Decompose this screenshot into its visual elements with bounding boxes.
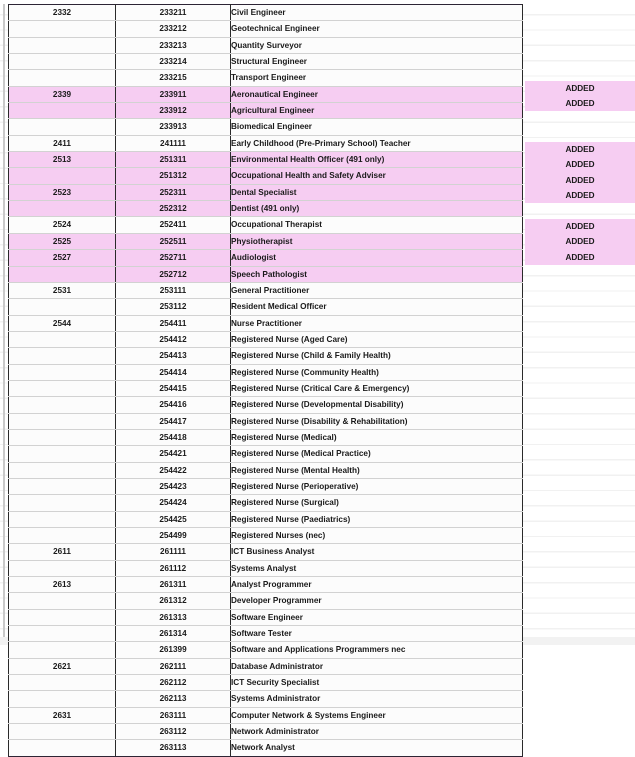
table-row (9, 282, 523, 298)
cell-occupation-code: 261312 (116, 593, 231, 609)
cell-occupation-name: Registered Nurse (Surgical) (231, 495, 523, 511)
table-row (9, 348, 523, 364)
cell-unit-group (9, 21, 116, 37)
status-empty (525, 618, 635, 633)
table-row (9, 675, 523, 691)
status-empty (525, 357, 635, 372)
status-badge-added: ADDED (525, 81, 635, 96)
cell-occupation-code: 233212 (116, 21, 231, 37)
table-row (9, 429, 523, 445)
cell-occupation-code: 254424 (116, 495, 231, 511)
cell-occupation-name: ICT Business Analyst (231, 544, 523, 560)
cell-occupation-name: Software and Applications Programmers nec (231, 642, 523, 658)
table-row (9, 380, 523, 396)
cell-occupation-name: Registered Nurse (Medical) (231, 429, 523, 445)
cell-unit-group (9, 446, 116, 462)
status-empty (525, 296, 635, 311)
cell-unit-group (9, 511, 116, 527)
status-empty (525, 65, 635, 80)
cell-occupation-name: Nurse Practitioner (231, 315, 523, 331)
cell-occupation-name: Registered Nurse (Community Health) (231, 364, 523, 380)
table-row (9, 37, 523, 53)
cell-occupation-name: Physiotherapist (231, 233, 523, 249)
cell-occupation-code: 241111 (116, 135, 231, 151)
cell-occupation-code: 251311 (116, 152, 231, 168)
status-empty (525, 541, 635, 556)
cell-occupation-name: Registered Nurse (Child & Family Health) (231, 348, 523, 364)
cell-occupation-name: Registered Nurse (Perioperative) (231, 478, 523, 494)
cell-occupation-code: 252311 (116, 184, 231, 200)
cell-unit-group (9, 364, 116, 380)
status-empty (525, 664, 635, 679)
status-empty (525, 434, 635, 449)
occupation-table-container (8, 4, 522, 757)
status-empty (525, 526, 635, 541)
status-badge-added: ADDED (525, 250, 635, 265)
table-row (9, 724, 523, 740)
cell-occupation-code: 261399 (116, 642, 231, 658)
cell-occupation-code: 261112 (116, 560, 231, 576)
cell-occupation-name: Aeronautical Engineer (231, 86, 523, 102)
cell-occupation-name: Registered Nurse (Mental Health) (231, 462, 523, 478)
cell-occupation-name: Analyst Programmer (231, 577, 523, 593)
cell-occupation-name: General Practitioner (231, 282, 523, 298)
cell-occupation-code: 262113 (116, 691, 231, 707)
cell-unit-group (9, 462, 116, 478)
cell-unit-group (9, 54, 116, 70)
cell-unit-group (9, 397, 116, 413)
cell-unit-group (9, 691, 116, 707)
cell-occupation-code: 254418 (116, 429, 231, 445)
cell-occupation-name: Network Administrator (231, 724, 523, 740)
status-empty (525, 265, 635, 280)
status-empty (525, 602, 635, 617)
status-badge-added: ADDED (525, 96, 635, 111)
cell-unit-group (9, 528, 116, 544)
table-row (9, 446, 523, 462)
cell-unit-group (9, 168, 116, 184)
cell-unit-group: 2523 (9, 184, 116, 200)
cell-occupation-code: 254414 (116, 364, 231, 380)
cell-occupation-name: Registered Nurse (Developmental Disability) (231, 397, 523, 413)
status-empty (525, 326, 635, 341)
table-row (9, 609, 523, 625)
status-badge-added: ADDED (525, 157, 635, 172)
cell-occupation-code: 233215 (116, 70, 231, 86)
table-row (9, 21, 523, 37)
cell-occupation-code: 233912 (116, 103, 231, 119)
cell-unit-group (9, 103, 116, 119)
status-empty (525, 127, 635, 142)
occupation-table (8, 4, 523, 757)
status-empty (525, 694, 635, 709)
status-empty (525, 418, 635, 433)
status-empty (525, 403, 635, 418)
cell-occupation-name: ICT Security Specialist (231, 675, 523, 691)
table-row (9, 364, 523, 380)
cell-unit-group (9, 201, 116, 217)
cell-occupation-name: Speech Pathologist (231, 266, 523, 282)
cell-unit-group (9, 593, 116, 609)
status-empty (525, 572, 635, 587)
cell-unit-group (9, 348, 116, 364)
cell-occupation-code: 254425 (116, 511, 231, 527)
table-row (9, 266, 523, 282)
cell-unit-group: 2611 (9, 544, 116, 560)
table-row (9, 658, 523, 674)
status-empty (525, 203, 635, 218)
cell-occupation-code: 233911 (116, 86, 231, 102)
status-badge-added: ADDED (525, 173, 635, 188)
cell-occupation-code: 254417 (116, 413, 231, 429)
status-empty (525, 679, 635, 694)
cell-occupation-name: Registered Nurse (Medical Practice) (231, 446, 523, 462)
table-row (9, 5, 523, 21)
cell-unit-group (9, 413, 116, 429)
cell-occupation-name: Occupational Therapist (231, 217, 523, 233)
status-empty (525, 510, 635, 525)
cell-unit-group (9, 478, 116, 494)
cell-occupation-code: 254416 (116, 397, 231, 413)
status-empty (525, 280, 635, 295)
cell-unit-group (9, 331, 116, 347)
table-row (9, 119, 523, 135)
cell-unit-group (9, 675, 116, 691)
status-empty (525, 35, 635, 50)
cell-unit-group (9, 740, 116, 756)
cell-occupation-name: Dental Specialist (231, 184, 523, 200)
cell-occupation-name: Registered Nurses (nec) (231, 528, 523, 544)
cell-occupation-code: 252711 (116, 250, 231, 266)
cell-unit-group (9, 609, 116, 625)
status-empty (525, 4, 635, 19)
table-row (9, 331, 523, 347)
cell-unit-group: 2527 (9, 250, 116, 266)
cell-occupation-code: 263113 (116, 740, 231, 756)
table-row (9, 740, 523, 756)
cell-occupation-name: Software Tester (231, 626, 523, 642)
table-row (9, 397, 523, 413)
cell-unit-group: 2631 (9, 707, 116, 723)
cell-occupation-name: Software Engineer (231, 609, 523, 625)
status-empty (525, 464, 635, 479)
cell-occupation-name: Structural Engineer (231, 54, 523, 70)
cell-occupation-code: 254415 (116, 380, 231, 396)
cell-unit-group (9, 642, 116, 658)
table-row (9, 103, 523, 119)
cell-occupation-name: Registered Nurse (Paediatrics) (231, 511, 523, 527)
cell-occupation-name: Systems Administrator (231, 691, 523, 707)
cell-occupation-name: Audiologist (231, 250, 523, 266)
cell-occupation-name: Developer Programmer (231, 593, 523, 609)
cell-occupation-code: 254422 (116, 462, 231, 478)
table-row (9, 707, 523, 723)
status-badge-added: ADDED (525, 188, 635, 203)
status-empty (525, 495, 635, 510)
table-row (9, 70, 523, 86)
cell-occupation-code: 261311 (116, 577, 231, 593)
status-empty (525, 50, 635, 65)
cell-occupation-code: 233213 (116, 37, 231, 53)
table-row (9, 54, 523, 70)
cell-occupation-name: Transport Engineer (231, 70, 523, 86)
cell-unit-group (9, 429, 116, 445)
cell-unit-group: 2332 (9, 5, 116, 21)
status-empty (525, 480, 635, 495)
cell-unit-group: 2544 (9, 315, 116, 331)
cell-unit-group (9, 266, 116, 282)
cell-unit-group: 2524 (9, 217, 116, 233)
cell-occupation-code: 254423 (116, 478, 231, 494)
table-row (9, 86, 523, 102)
cell-occupation-code: 253112 (116, 299, 231, 315)
cell-occupation-code: 253111 (116, 282, 231, 298)
cell-occupation-code: 233211 (116, 5, 231, 21)
cell-unit-group (9, 724, 116, 740)
cell-occupation-name: Civil Engineer (231, 5, 523, 21)
cell-unit-group (9, 560, 116, 576)
table-row (9, 495, 523, 511)
cell-occupation-name: Geotechnical Engineer (231, 21, 523, 37)
status-empty (525, 372, 635, 387)
table-row (9, 168, 523, 184)
cell-occupation-name: Registered Nurse (Aged Care) (231, 331, 523, 347)
cell-occupation-name: Quantity Surveyor (231, 37, 523, 53)
cell-occupation-code: 254413 (116, 348, 231, 364)
status-empty (525, 587, 635, 602)
occupation-table-body (9, 5, 523, 757)
cell-occupation-code: 254499 (116, 528, 231, 544)
cell-occupation-code: 261111 (116, 544, 231, 560)
table-row (9, 462, 523, 478)
table-row (9, 544, 523, 560)
cell-unit-group (9, 299, 116, 315)
table-row (9, 250, 523, 266)
table-row (9, 217, 523, 233)
cell-occupation-name: Registered Nurse (Critical Care & Emergency) (231, 380, 523, 396)
cell-occupation-code: 252411 (116, 217, 231, 233)
cell-occupation-code: 263112 (116, 724, 231, 740)
cell-occupation-code: 252312 (116, 201, 231, 217)
status-empty (525, 648, 635, 663)
cell-occupation-code: 262112 (116, 675, 231, 691)
status-badge-added: ADDED (525, 142, 635, 157)
table-row (9, 152, 523, 168)
cell-unit-group (9, 37, 116, 53)
cell-unit-group (9, 119, 116, 135)
cell-occupation-name: Biomedical Engineer (231, 119, 523, 135)
table-row (9, 511, 523, 527)
cell-occupation-name: Environmental Health Officer (491 only) (231, 152, 523, 168)
cell-occupation-code: 254411 (116, 315, 231, 331)
status-empty (525, 111, 635, 126)
cell-occupation-code: 254421 (116, 446, 231, 462)
cell-occupation-code: 252511 (116, 233, 231, 249)
table-row (9, 626, 523, 642)
table-row (9, 201, 523, 217)
cell-occupation-name: Database Administrator (231, 658, 523, 674)
cell-occupation-name: Network Analyst (231, 740, 523, 756)
table-row (9, 135, 523, 151)
cell-unit-group: 2339 (9, 86, 116, 102)
status-column (525, 4, 635, 710)
cell-occupation-name: Registered Nurse (Disability & Rehabilitation) (231, 413, 523, 429)
cell-occupation-name: Resident Medical Officer (231, 299, 523, 315)
status-empty (525, 449, 635, 464)
cell-unit-group (9, 380, 116, 396)
cell-unit-group: 2613 (9, 577, 116, 593)
cell-unit-group: 2411 (9, 135, 116, 151)
cell-unit-group: 2513 (9, 152, 116, 168)
cell-unit-group: 2525 (9, 233, 116, 249)
status-badge-added: ADDED (525, 234, 635, 249)
cell-occupation-name: Agricultural Engineer (231, 103, 523, 119)
table-row (9, 184, 523, 200)
cell-occupation-code: 233913 (116, 119, 231, 135)
cell-occupation-name: Occupational Health and Safety Adviser (231, 168, 523, 184)
page-left-edge (3, 4, 5, 637)
cell-unit-group (9, 495, 116, 511)
status-empty (525, 311, 635, 326)
cell-unit-group (9, 70, 116, 86)
cell-unit-group (9, 626, 116, 642)
status-badge-added: ADDED (525, 219, 635, 234)
table-row (9, 315, 523, 331)
cell-unit-group: 2531 (9, 282, 116, 298)
cell-occupation-code: 252712 (116, 266, 231, 282)
table-row (9, 299, 523, 315)
cell-occupation-code: 254412 (116, 331, 231, 347)
status-empty (525, 633, 635, 648)
cell-occupation-code: 263111 (116, 707, 231, 723)
cell-occupation-name: Systems Analyst (231, 560, 523, 576)
table-row (9, 233, 523, 249)
cell-unit-group: 2621 (9, 658, 116, 674)
status-empty (525, 19, 635, 34)
status-empty (525, 556, 635, 571)
table-row (9, 691, 523, 707)
table-row (9, 577, 523, 593)
table-row (9, 560, 523, 576)
table-row (9, 593, 523, 609)
cell-occupation-code: 261314 (116, 626, 231, 642)
cell-occupation-code: 262111 (116, 658, 231, 674)
table-row (9, 642, 523, 658)
cell-occupation-code: 261313 (116, 609, 231, 625)
table-row (9, 528, 523, 544)
cell-occupation-name: Early Childhood (Pre-Primary School) Teacher (231, 135, 523, 151)
cell-occupation-name: Computer Network & Systems Engineer (231, 707, 523, 723)
status-empty (525, 342, 635, 357)
cell-occupation-code: 251312 (116, 168, 231, 184)
status-empty (525, 388, 635, 403)
table-row (9, 413, 523, 429)
table-row (9, 478, 523, 494)
cell-occupation-code: 233214 (116, 54, 231, 70)
cell-occupation-name: Dentist (491 only) (231, 201, 523, 217)
